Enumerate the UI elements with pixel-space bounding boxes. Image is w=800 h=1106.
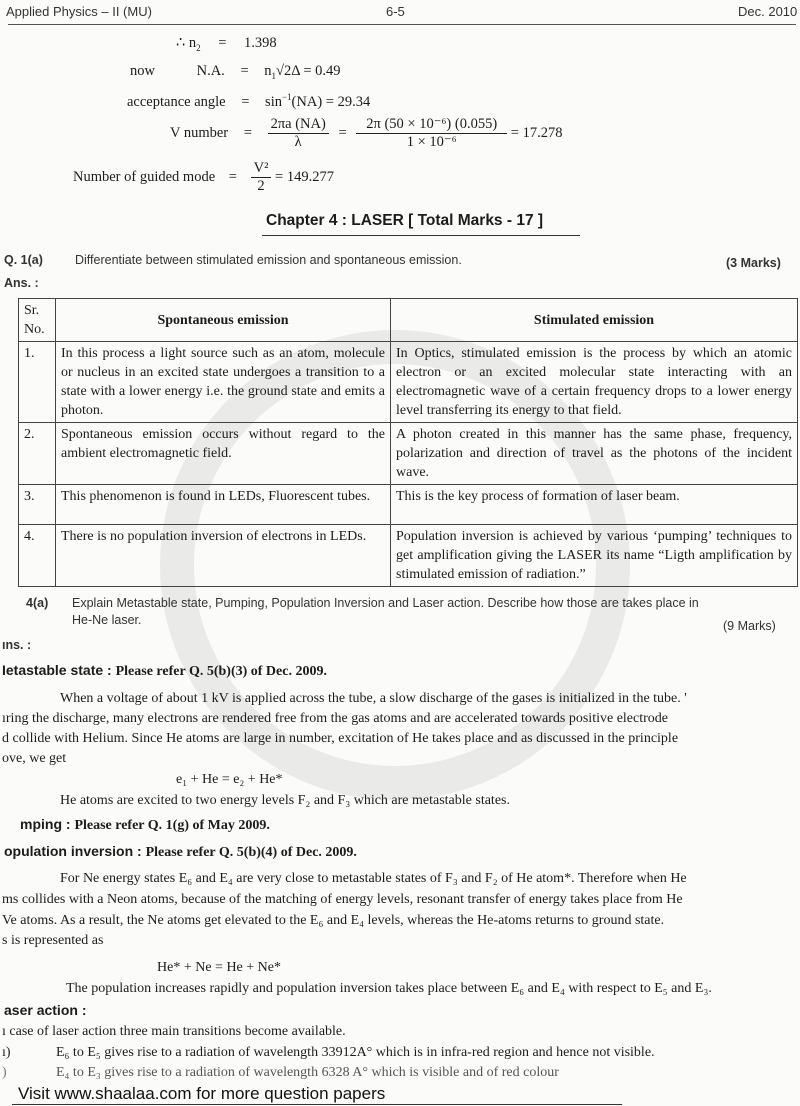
question-1a-text: Differentiate between stimulated emission and spontaneous emission. <box>75 253 462 267</box>
table-row <box>19 423 798 485</box>
table-cell-spontaneous: Spontaneous emission occurs without regard to the ambient electromagnetic field. <box>56 423 391 485</box>
metastable-para-line: ıring the discharge, many electrons are rendered free from the gas atoms and are accelerated towards positive electrode <box>2 711 668 726</box>
transition-item-label: ) <box>2 1065 7 1080</box>
popinv-para-line: ms collides with a Neon atoms, because of the matching of energy levels, resonant transfer of energy takes place from He <box>2 892 683 907</box>
comparison-table <box>18 298 798 587</box>
metastable-para-line: ove, we get <box>2 751 67 766</box>
table-cell-sr: 1. <box>19 342 56 423</box>
table-header-row <box>19 299 798 342</box>
chapter-title-underline <box>262 235 580 236</box>
equation-v-number: V number = $\frac{2\pi a (NA)}{\lambda}$ = $\frac{\text{2π (50 × 10⁻⁶) (0.055)}}{\text{1 × 10⁻⁶}}$ = 17.278 <box>170 116 563 150</box>
question-4a-text-cont: He-Ne laser. <box>72 613 142 627</box>
question-1a-marks: (3 Marks) <box>726 256 781 270</box>
column-header-sr-no: Sr. No. <box>19 299 56 342</box>
table-row <box>19 342 798 423</box>
question-4a-marks: (9 Marks) <box>723 619 776 633</box>
header-rule <box>8 24 796 25</box>
population-inversion-heading: opulation inversion : Please refer Q. 5(b)(4) of Dec. 2009. <box>4 843 357 860</box>
footer-rule <box>12 1104 622 1105</box>
table-cell-stimulated: In Optics, stimulated emission is the process by which an atomic electron or an excited molecular state interacting with an electromagnetic wave of a certain frequency drops to a lower energy level transferring its energy to that field. <box>391 342 798 423</box>
equation-acceptance-angle: acceptance angle = $\sin^{-1}(NA) = 29.34$ <box>127 92 371 110</box>
question-1a-label: Q. 1(a) <box>4 253 43 267</box>
table-cell-spontaneous: There is no population inversion of electrons in LEDs. <box>56 525 391 587</box>
table-cell-sr: 3. <box>19 485 56 525</box>
header-page-number: 6-5 <box>386 4 405 19</box>
table-row <box>19 525 798 587</box>
transition-item-text: E₄ to E₃ gives rise to a radiation of wavelength 6328 A° which is visible and of red colour <box>56 1065 559 1080</box>
popinv-para-line: Ve atoms. As a result, the Ne atoms get elevated to the E₆ and E₄ levels, whereas the He-atoms returns to ground state. <box>2 913 665 928</box>
pumping-heading: mping : Please refer Q. 1(g) of May 2009. <box>20 816 270 833</box>
chapter-title: Chapter 4 : LASER [ Total Marks - 17 ] <box>266 212 544 229</box>
table-row <box>19 485 798 525</box>
equation-na: now N.A. = $n_1√2\Delta = 0.49$ <box>130 63 341 81</box>
header-date: Dec. 2010 <box>738 4 798 19</box>
table-cell-spontaneous: In this process a light source such as an atom, molecule or nucleus in an excited state undergoes a transition to a state with a lower energy i.e. the ground state and emits a photon. <box>56 342 391 423</box>
column-header-spontaneous: Spontaneous emission <box>56 299 391 342</box>
answer-label: Ans. : <box>4 276 39 290</box>
header-subject: Applied Physics – II (MU) <box>6 4 152 19</box>
popinv-after: The population increases rapidly and population inversion takes place between E₆ and E₄ with respect to E₅ and E₃. <box>66 981 712 996</box>
table-cell-stimulated: This is the key process of formation of laser beam. <box>391 485 798 525</box>
popinv-equation: He* + Ne = He + Ne* <box>157 960 281 975</box>
laser-action-heading: aser action : <box>4 1002 87 1018</box>
metastable-equation: e₁ + He = e₂ + He* <box>176 772 283 787</box>
equation-guided-modes: Number of guided mode = $\frac{\text{V²}}{2}$ = 149.277 <box>73 160 334 194</box>
question-4a-label: 4(a) <box>26 596 49 610</box>
popinv-para-line: For Ne energy states E₆ and E₄ are very close to metastable states of F₃ and F₂ of He atom*. Therefore when He <box>60 871 687 886</box>
equation-n2: ∴ $n_2 = 1.398$ <box>176 35 277 53</box>
question-4a-text: Explain Metastable state, Pumping, Population Inversion and Laser action. Describe how those are takes place in <box>72 596 699 610</box>
metastable-after: He atoms are excited to two energy levels F₂ and F₃ which are metastable states. <box>60 793 510 808</box>
popinv-para-line: s is represented as <box>2 933 104 948</box>
transition-item-label: ı) <box>2 1045 11 1060</box>
metastable-heading: Ietastable state : Please refer Q. 5(b)(3) of Dec. 2009. <box>2 662 327 679</box>
table-cell-sr: 2. <box>19 423 56 485</box>
laser-action-intro: ı case of laser action three main transitions become available. <box>2 1024 346 1039</box>
transition-item-text: E₆ to E₅ gives rise to a radiation of wavelength 33912A° which is in infra-red region and hence not visible. <box>56 1045 655 1060</box>
metastable-para-line: When a voltage of about 1 kV is applied across the tube, a slow discharge of the gases is initialized in the tube. ' <box>60 691 687 706</box>
table-cell-stimulated: A photon created in this manner has the same phase, frequency, polarization and direction of travel as the photons of the incident wave. <box>391 423 798 485</box>
column-header-stimulated: Stimulated emission <box>391 299 798 342</box>
table-cell-spontaneous: This phenomenon is found in LEDs, Fluorescent tubes. <box>56 485 391 525</box>
metastable-para-line: d collide with Helium. Since He atoms are large in number, excitation of He takes place and as discussed in the principle <box>2 731 679 746</box>
table-cell-sr: 4. <box>19 525 56 587</box>
table-cell-stimulated: Population inversion is achieved by various ‘pumping’ techniques to get amplification giving the LASER its name “Ligth amplification by stimulated emission of radiation.” <box>391 525 798 587</box>
answer-label-4a: ıns. : <box>2 638 32 652</box>
footer-promo-link[interactable]: Visit www.shaalaa.com for more question papers <box>18 1084 386 1103</box>
